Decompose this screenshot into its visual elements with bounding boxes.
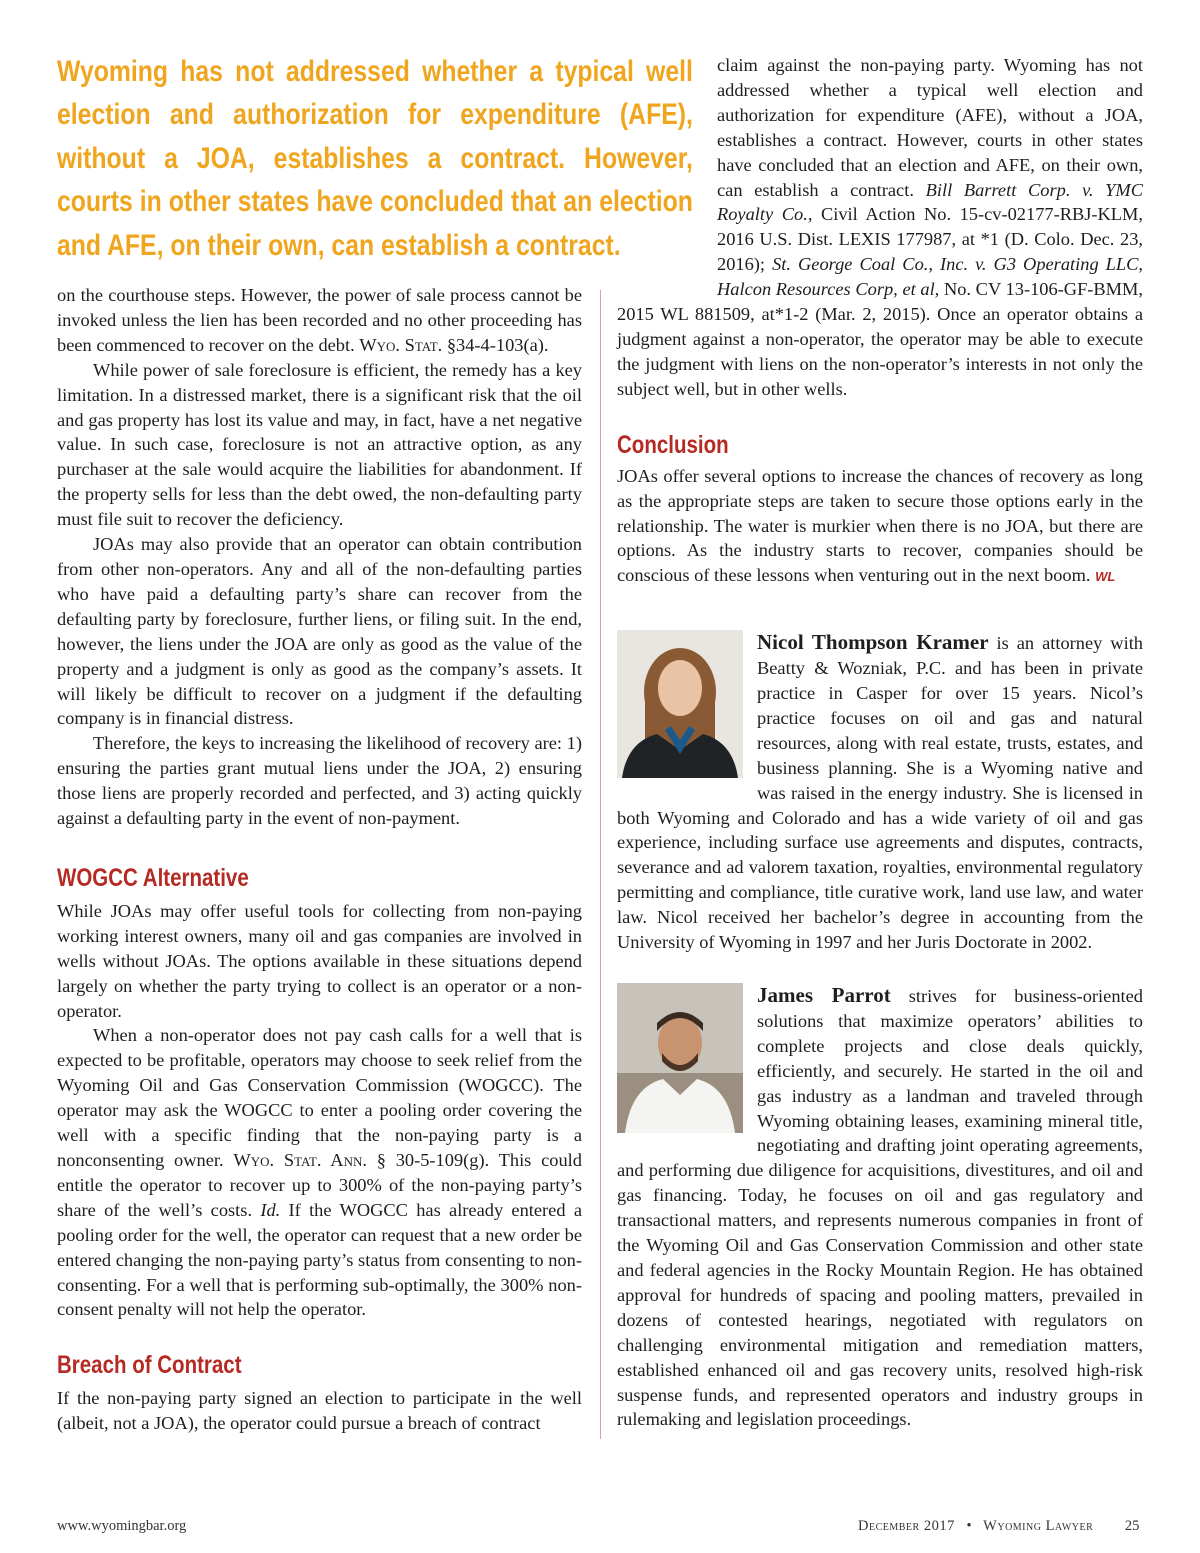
paragraph: While JOAs may offer useful tools for collecting from non-paying working interest owners, many oil and gas companies are involved in wells without JOAs. The options available in these situations depend largely on whether the party trying to collect is an operator or a non-operator. bbox=[57, 900, 582, 1021]
author-photo-kramer bbox=[617, 630, 743, 778]
footer-issue-info bbox=[858, 1518, 1139, 1535]
paragraph: If the non-paying party signed an election to participate in the well (albeit, not a JOA), the operator could pursue a breach of contract bbox=[57, 1388, 582, 1434]
pull-quote: Wyoming has not addressed whether a typical well election and authorization for expenditure (AFE), without a JOA, establishes a contract. However, courts in other states have concluded that an election and AFE, on their own, can establish a contract. bbox=[57, 55, 693, 262]
section-heading-wogcc: WOGCC Alternative bbox=[57, 863, 249, 892]
portrait-illustration bbox=[617, 630, 743, 778]
left-column bbox=[57, 283, 582, 1436]
paragraph: JOAs may also provide that an operator can obtain contribution from other non-operators. Any and all of the non-defaulting parties who have paid a defaulting party’s share can recover from the defaulting party by foreclosure, further liens, or filing suit. In the end, however, the liens under the JOA are only as good as the value of the property and a judgment is only as good as the company’s assets. It will likely be difficult to recover on a judgment if the defaulting company is in financial distress. bbox=[57, 534, 582, 729]
section-heading-conclusion: Conclusion bbox=[617, 430, 729, 459]
author-name: Nicol Thompson Kramer bbox=[757, 630, 989, 655]
page-number: 25 bbox=[1124, 1518, 1140, 1534]
column-divider bbox=[600, 290, 601, 1439]
author-name: James Parrot bbox=[757, 983, 891, 1007]
paragraph: JOAs offer several options to increase the chances of recovery as long as the appropriate steps are taken to secure those options early in the relationship. The water is murkier when there is no JOA, but there are options. As the industry starts to recover, companies should be conscious of these lessons when venturing out in the next boom. WL bbox=[617, 465, 1143, 586]
portrait-illustration bbox=[617, 983, 743, 1133]
paragraph: claim against the non-paying party. Wyoming has not addressed whether a typical well election and authorization for expenditure (AFE), without a JOA, establishes a contract. However, courts in other states have concluded that an election and AFE, on their own, can establish a contract. Bill Barrett Corp. v. YMC Royalty Co., Civil Action No. 15-cv-02177-RBJ-KLM, 2016 U.S. Dist. LEXIS 177987, at *1 (D. Colo. Dec. 23, 2016); St. George Coal Co., Inc. v. G3 Operating LLC, Halcon Resources Corp, et al, No. CV 13-106-GF-BMM, 2015 WL 881509, at*1-2 (Mar. 2, 2015). Once an operator obtains a judgment against a non-operator, the operator may be able to execute the judgment with liens on the non-operator’s interests in not only the subject well, but in other wells. bbox=[617, 55, 1143, 399]
author-bio-kramer: Nicol Thompson Kramer is an attorney with Beatty & Wozniak, P.C. and has been in private practice in Casper for over 15 years. Nicol’s practice focuses on oil and gas and natural resources, along with real estate, trusts, estates, and business planning. She is a Wyoming native and was raised in the energy industry. She is licensed in both Wyoming and Colorado and has a wide variety of oil and gas experience, including surface use agreements and disputes, contracts, severance and ad valorem taxation, royalties, environmental regulatory permitting and compliance, title curative work, land use law, and water law. Nicol received her bachelor’s degree in accounting from the University of Wyoming in 1997 and her Juris Doctorate in 2002. bbox=[617, 630, 1143, 953]
author-photo-parrot bbox=[617, 983, 743, 1133]
paragraph: Therefore, the keys to increasing the likelihood of recovery are: 1) ensuring the parties grant mutual liens under the JOA, 2) ensuring those liens are properly recorded and perfected, and 3) acting quickly against a defaulting party in the event of non-payment. bbox=[57, 733, 582, 829]
right-column bbox=[617, 53, 1143, 1432]
end-mark: WL bbox=[1095, 569, 1116, 585]
publication-name: Wyoming Lawyer bbox=[983, 1518, 1094, 1534]
paragraph: While power of sale foreclosure is efficient, the remedy has a key limitation. In a distressed market, there is a significant risk that the oil and gas property has lost its value and may, in fact, have a net negative value. In such case, foreclosure is not an attractive option, as any purchaser at the sale would acquire the liabilities for abandonment. If the property sells for less than the debt owed, the non-defaulting party must file suit to recover the deficiency. bbox=[57, 359, 582, 530]
author-bio-parrot: James Parrot strives for business-oriented solutions that maximize operators’ abilities to complete projects and close deals quickly, efficiently, and securely. He started in the oil and gas industry as a landman and traveled through Wyoming obtaining leases, examining mineral title, negotiating and drafting joint operating agreements, and performing due diligence for acquisitions, divestitures, and oil and gas financing. Today, he focuses on oil and gas regulatory and transactional matters, and represents numerous companies in front of the Wyoming Oil and Gas Conservation Commission and other state and federal agencies in the Rocky Mountain Region. He has obtained approval for hundreds of spacing and pooling matters, prevailed in dozens of contested hearings, negotiated with regulators on challenging environmental mitigation and remediation matters, established enhanced oil and gas recovery units, resolved high-risk suspense funds, and represented operators and industry groups in rulemaking and legislation proceedings. bbox=[617, 983, 1143, 1430]
paragraph: on the courthouse steps. However, the power of sale process cannot be invoked unless the lien has been recorded and no other proceeding has been commenced to recover on the debt. Wyo. Stat. §34-4-103(a). bbox=[57, 285, 582, 355]
section-heading-breach: Breach of Contract bbox=[57, 1351, 242, 1380]
footer-bullet: • bbox=[966, 1518, 972, 1534]
paragraph: When a non-operator does not pay cash calls for a well that is expected to be profitable, operators may choose to seek relief from the Wyoming Oil and Gas Conservation Commission (WOGCC). The operator may ask the WOGCC to enter a pooling order covering the well with a specific finding that the non-paying party is a nonconsenting owner. Wyo. Stat. Ann. § 30-5-109(g). This could entitle the operator to recover up to 300% of the non-paying party’s share of the well’s costs. Id. If the WOGCC has already entered a pooling order for the well, the operator can request that a new order be entered changing the non-paying party’s status from consenting to non-consenting. For a well that is performing sub-optimally, the 300% non-consent penalty will not help the operator. bbox=[57, 1025, 582, 1320]
footer-website: www.wyomingbar.org bbox=[57, 1518, 187, 1534]
issue-date: December 2017 bbox=[858, 1518, 955, 1534]
